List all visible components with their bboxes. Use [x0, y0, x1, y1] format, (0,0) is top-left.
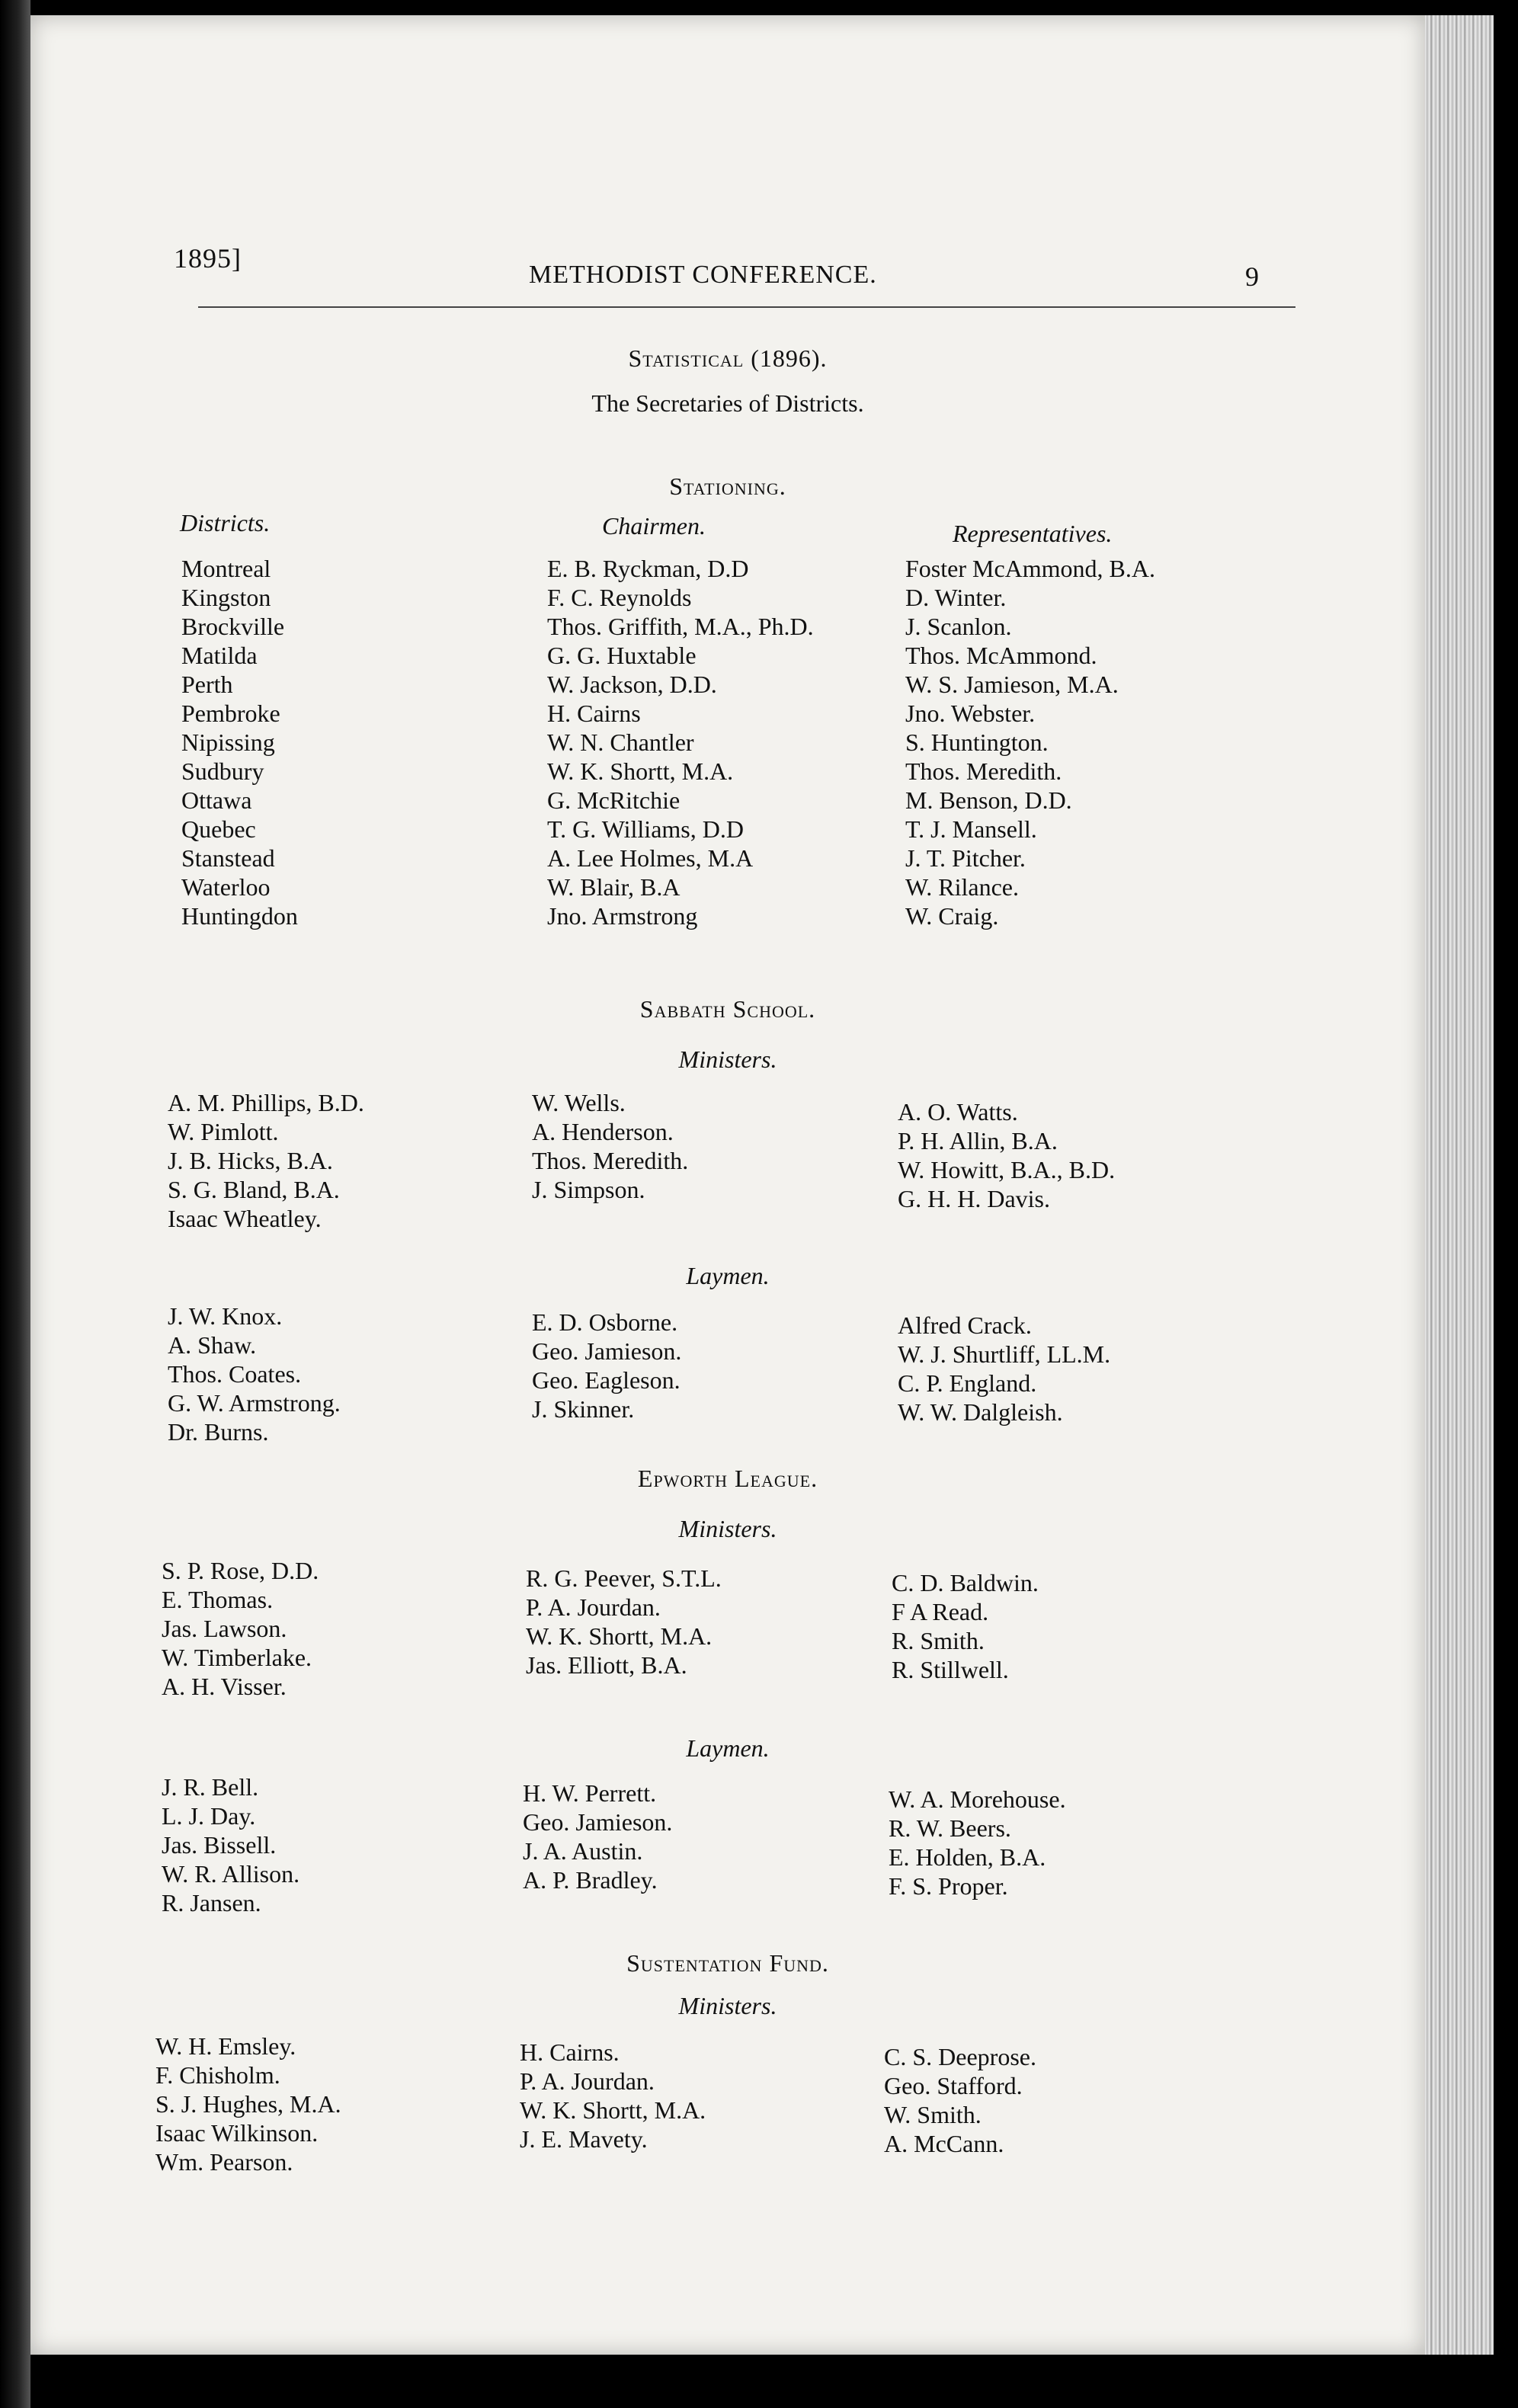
list-item: P. A. Jourdan. — [520, 2067, 655, 2095]
list-item: Geo. Jamieson. — [523, 1808, 673, 1836]
chairman-name: G. McRitchie — [547, 786, 681, 814]
stationing-row — [30, 815, 1425, 846]
column-header-representatives: Representatives. — [953, 520, 1113, 547]
list-item: J. A. Austin. — [523, 1837, 643, 1865]
district-name: Stanstead — [181, 844, 275, 872]
sustentation-ministers-column-2 — [520, 2038, 706, 2153]
list-item: Jas. Elliott, B.A. — [526, 1651, 687, 1679]
stationing-row — [30, 555, 1425, 585]
book-page — [30, 15, 1425, 2355]
stationing-row — [30, 844, 1425, 875]
district-name: Quebec — [181, 815, 256, 843]
list-item: A. M. Phillips, B.D. — [168, 1089, 364, 1116]
epworth-laymen-column-1 — [162, 1772, 299, 1917]
list-item: Wm. Pearson. — [155, 2148, 293, 2176]
sustentation-ministers-column-1 — [155, 2032, 341, 2176]
stationing-row — [30, 671, 1425, 701]
chairman-name: W. K. Shortt, M.A. — [547, 757, 734, 785]
list-item: W. A. Morehouse. — [889, 1785, 1066, 1813]
list-item: R. Smith. — [892, 1627, 985, 1654]
list-item: Thos. Meredith. — [532, 1147, 689, 1174]
list-item: Jas. Bissell. — [162, 1831, 277, 1859]
district-name: Sudbury — [181, 757, 264, 785]
list-item: W. K. Shortt, M.A. — [520, 2096, 706, 2124]
list-item: J. B. Hicks, B.A. — [168, 1147, 333, 1174]
district-name: Brockville — [181, 613, 285, 640]
list-item: C. S. Deeprose. — [884, 2043, 1036, 2070]
stationing-row — [30, 728, 1425, 759]
list-item: W. Timberlake. — [162, 1644, 312, 1671]
list-item: P. H. Allin, B.A. — [898, 1127, 1058, 1154]
chairman-name: Jno. Armstrong — [547, 902, 698, 930]
list-item: W. Pimlott. — [168, 1118, 279, 1145]
list-item: R. Jansen. — [162, 1889, 261, 1916]
sustentation-fund-heading: Sustentation Fund. — [626, 1949, 829, 1977]
list-item: J. Skinner. — [532, 1395, 635, 1423]
epworth-laymen-column-2 — [523, 1779, 672, 1894]
sabbath-laymen-label: Laymen. — [686, 1262, 770, 1289]
representative-name: T. J. Mansell. — [905, 815, 1037, 843]
list-item: J. R. Bell. — [162, 1773, 259, 1801]
page-edges — [1425, 15, 1494, 2355]
stationing-row — [30, 757, 1425, 788]
list-item: W. Wells. — [532, 1089, 626, 1116]
running-head-year: 1895] — [174, 243, 242, 274]
epworth-ministers-column-3 — [892, 1568, 1039, 1684]
representative-name: W. Craig. — [905, 902, 999, 930]
list-item: Dr. Burns. — [168, 1418, 269, 1446]
district-name: Huntingdon — [181, 902, 298, 930]
representative-name: Thos. Meredith. — [905, 757, 1062, 785]
district-name: Ottawa — [181, 786, 252, 814]
list-item: E. Holden, B.A. — [889, 1843, 1046, 1871]
list-item: E. Thomas. — [162, 1586, 274, 1613]
list-item: R. Stillwell. — [892, 1656, 1009, 1683]
list-item: S. J. Hughes, M.A. — [155, 2090, 341, 2118]
list-item: F A Read. — [892, 1598, 989, 1625]
list-item: E. D. Osborne. — [532, 1308, 678, 1336]
list-item: A. Henderson. — [532, 1118, 674, 1145]
epworth-ministers-label: Ministers. — [678, 1515, 777, 1542]
district-name: Montreal — [181, 555, 271, 582]
representative-name: Foster McAmmond, B.A. — [905, 555, 1155, 582]
sabbath-ministers-column-1 — [168, 1088, 364, 1233]
representative-name: Jno. Webster. — [905, 700, 1036, 727]
sabbath-laymen-column-3 — [898, 1311, 1110, 1427]
list-item: Geo. Stafford. — [884, 2072, 1023, 2099]
column-header-chairmen: Chairmen. — [602, 512, 706, 540]
sabbath-school-heading: Sabbath School. — [639, 995, 816, 1023]
chairman-name: W. Jackson, D.D. — [547, 671, 717, 698]
chairman-name: G. G. Huxtable — [547, 642, 697, 669]
chairman-name: F. C. Reynolds — [547, 584, 692, 611]
chairman-name: A. Lee Holmes, M.A — [547, 844, 754, 872]
column-header-districts: Districts. — [180, 509, 271, 536]
list-item: W. J. Shurtliff, LL.M. — [898, 1340, 1111, 1368]
district-name: Pembroke — [181, 700, 280, 727]
chairman-name: W. Blair, B.A — [547, 873, 681, 901]
chairman-name: E. B. Ryckman, D.D — [547, 555, 749, 582]
statistical-heading: Statistical (1896). — [628, 344, 828, 372]
list-item: A. P. Bradley. — [523, 1866, 658, 1894]
list-item: Alfred Crack. — [898, 1311, 1032, 1339]
list-item: H. W. Perrett. — [523, 1779, 657, 1807]
sustentation-ministers-column-3 — [884, 2042, 1036, 2158]
list-item: H. Cairns. — [520, 2038, 620, 2066]
list-item: Isaac Wheatley. — [168, 1205, 322, 1232]
stationing-row — [30, 613, 1425, 643]
epworth-league-heading: Epworth League. — [637, 1465, 818, 1492]
list-item: W. K. Shortt, M.A. — [526, 1622, 713, 1650]
list-item: W. R. Allison. — [162, 1860, 300, 1888]
list-item: P. A. Jourdan. — [526, 1593, 661, 1621]
chairman-name: Thos. Griffith, M.A., Ph.D. — [547, 613, 814, 640]
list-item: J. Simpson. — [532, 1176, 645, 1203]
list-item: A. O. Watts. — [898, 1098, 1018, 1126]
epworth-laymen-label: Laymen. — [686, 1734, 770, 1762]
stationing-row — [30, 584, 1425, 614]
list-item: Geo. Eagleson. — [532, 1366, 681, 1394]
district-name: Kingston — [181, 584, 271, 611]
stationing-row — [30, 902, 1425, 933]
sustentation-ministers-label: Ministers. — [678, 1992, 777, 2019]
list-item: F. S. Proper. — [889, 1872, 1008, 1900]
representative-name: S. Huntington. — [905, 728, 1049, 756]
chairman-name: W. N. Chantler — [547, 728, 694, 756]
list-item: Jas. Lawson. — [162, 1615, 287, 1642]
list-item: R. G. Peever, S.T.L. — [526, 1564, 722, 1592]
stationing-row — [30, 642, 1425, 672]
representative-name: D. Winter. — [905, 584, 1007, 611]
chairman-name: H. Cairns — [547, 700, 641, 727]
sabbath-laymen-column-2 — [532, 1308, 681, 1423]
epworth-ministers-column-2 — [526, 1564, 722, 1680]
list-item: S. P. Rose, D.D. — [162, 1557, 319, 1584]
sabbath-ministers-label: Ministers. — [678, 1045, 777, 1073]
book-spine — [0, 0, 30, 2408]
representative-name: W. Rilance. — [905, 873, 1019, 901]
list-item: W. Howitt, B.A., B.D. — [898, 1156, 1116, 1183]
representative-name: J. T. Pitcher. — [905, 844, 1026, 872]
stationing-row — [30, 700, 1425, 730]
list-item: J. W. Knox. — [168, 1302, 283, 1330]
district-name: Matilda — [181, 642, 258, 669]
district-name: Waterloo — [181, 873, 271, 901]
page-number: 9 — [1245, 261, 1260, 292]
epworth-laymen-column-3 — [889, 1785, 1066, 1900]
epworth-ministers-column-1 — [162, 1556, 319, 1701]
list-item: G. H. H. Davis. — [898, 1185, 1050, 1212]
header-rule — [198, 306, 1295, 308]
district-name: Nipissing — [181, 728, 275, 756]
list-item: A. Shaw. — [168, 1331, 257, 1359]
list-item: Geo. Jamieson. — [532, 1337, 682, 1365]
list-item: Thos. Coates. — [168, 1360, 302, 1388]
list-item: Isaac Wilkinson. — [155, 2119, 319, 2147]
representative-name: W. S. Jamieson, M.A. — [905, 671, 1119, 698]
list-item: L. J. Day. — [162, 1802, 256, 1830]
sabbath-ministers-column-2 — [532, 1088, 688, 1204]
running-head-title: METHODIST CONFERENCE. — [529, 261, 877, 289]
representative-name: Thos. McAmmond. — [905, 642, 1097, 669]
representative-name: M. Benson, D.D. — [905, 786, 1072, 814]
list-item: W. H. Emsley. — [155, 2032, 296, 2060]
list-item: J. E. Mavety. — [520, 2125, 648, 2153]
representative-name: J. Scanlon. — [905, 613, 1012, 640]
list-item: G. W. Armstrong. — [168, 1389, 341, 1417]
stationing-heading: Stationing. — [669, 472, 786, 500]
list-item: A. H. Visser. — [162, 1673, 287, 1700]
list-item: W. W. Dalgleish. — [898, 1398, 1063, 1426]
list-item: S. G. Bland, B.A. — [168, 1176, 340, 1203]
list-item: R. W. Beers. — [889, 1814, 1011, 1842]
stationing-row — [30, 873, 1425, 904]
list-item: W. Smith. — [884, 2101, 982, 2128]
chairman-name: T. G. Williams, D.D — [547, 815, 744, 843]
stationing-row — [30, 786, 1425, 817]
list-item: C. D. Baldwin. — [892, 1569, 1039, 1596]
sabbath-laymen-column-1 — [168, 1302, 341, 1446]
list-item: A. McCann. — [884, 2130, 1004, 2157]
statistical-subheading: The Secretaries of Districts. — [591, 389, 864, 417]
list-item: F. Chisholm. — [155, 2061, 280, 2089]
list-item: C. P. England. — [898, 1369, 1037, 1397]
district-name: Perth — [181, 671, 233, 698]
sabbath-ministers-column-3 — [898, 1097, 1115, 1213]
